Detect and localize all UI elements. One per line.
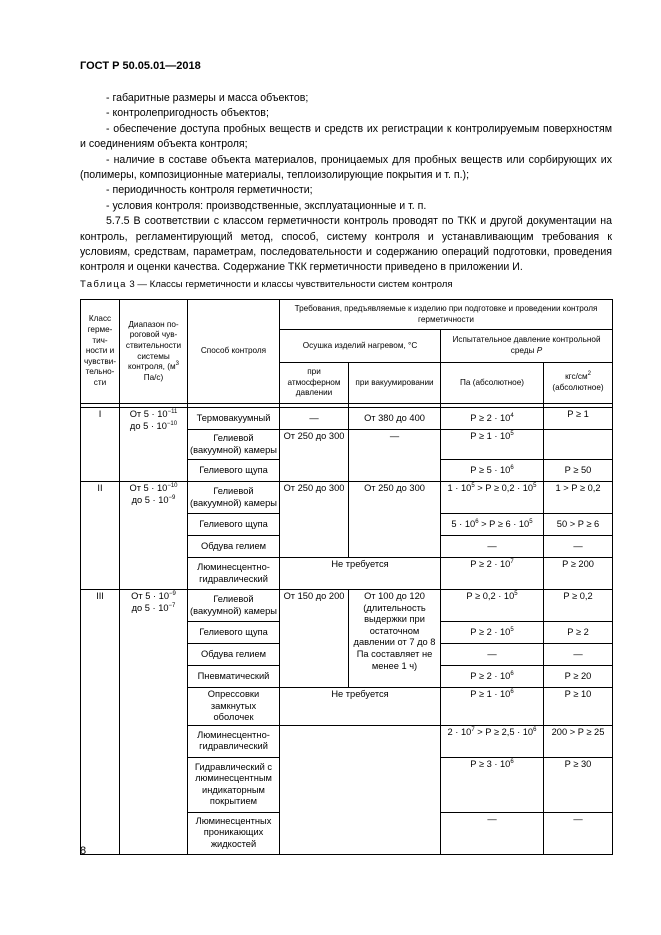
table-cell: От 100 до 120 (длительность выдержки при остаточном давлении от 7 до 8 Па составляет не менее 1 ч) bbox=[349, 590, 441, 688]
table-cell: Пневматический bbox=[188, 666, 280, 688]
list-item: - наличие в составе объекта материалов, проницаемых для пробных веществ или сорбирующих их (полимеры, композиционные материалы, теплоизолирующие покрытия и т. п.); bbox=[80, 153, 612, 182]
table-cell: 1 > P ≥ 0,2 bbox=[544, 482, 613, 514]
table-cell: — bbox=[441, 536, 544, 558]
header-class: Класс герме-тич-ности и чувстви-тельно-сти bbox=[81, 300, 120, 404]
class-range: От $5 \cdot 10^{-10}$ до $5 \cdot 10^{-9}$ bbox=[120, 482, 188, 590]
table-cell: $1 \cdot 10^5 > P \ge 0,2 \cdot 10^5$ bbox=[441, 482, 544, 514]
table-cell: — bbox=[544, 812, 613, 854]
table-cell: Не требуется bbox=[280, 688, 441, 726]
list-item: - периодичность контроля герметичности; bbox=[106, 184, 313, 197]
caption-number: 3 bbox=[129, 279, 135, 290]
table-cell: 200 > P ≥ 25 bbox=[544, 725, 613, 757]
table-cell: P ≥ 200 bbox=[544, 558, 613, 590]
table-cell: $P \ge 0,2 \cdot 10^5$ bbox=[441, 590, 544, 622]
header-drying: Осушка изделий нагревом, °С bbox=[280, 330, 441, 363]
table-cell: $P \ge 1 \cdot 10^6$ bbox=[441, 688, 544, 726]
table-cell: Обдува гелием bbox=[188, 536, 280, 558]
table-cell: P ≥ 2 bbox=[544, 622, 613, 644]
header-range: Диапазон по-роговой чув-ствительности системы контроля, ($м^3$ Па/с) bbox=[120, 300, 188, 404]
table-cell: — bbox=[544, 536, 613, 558]
table-cell: — bbox=[280, 408, 349, 430]
table-cell: $5 \cdot 10^6 > P \ge 6 \cdot 10^5$ bbox=[441, 514, 544, 536]
class-label: III bbox=[81, 590, 120, 855]
table-cell: $P \ge 2 \cdot 10^5$ bbox=[441, 622, 544, 644]
header-kgf: кгс/$см^2$ (абсолютное) bbox=[544, 363, 613, 404]
table-cell: Термовакуумный bbox=[188, 408, 280, 430]
caption-text: — Классы герметичности и классы чувствительности систем контроля bbox=[134, 279, 453, 290]
table-cell: Обдува гелием bbox=[188, 644, 280, 666]
table-cell: $P \ge 5 \cdot 10^6$ bbox=[441, 460, 544, 482]
class-label: II bbox=[81, 482, 120, 590]
table-cell: P ≥ 20 bbox=[544, 666, 613, 688]
table-cell: От 150 до 200 bbox=[280, 590, 349, 688]
class-range: От $5 \cdot 10^{-11}$ до $5 \cdot 10^{-10}$ bbox=[120, 408, 188, 482]
class-range: От $5 \cdot 10^{-9}$ до $5 \cdot 10^{-7}$ bbox=[120, 590, 188, 855]
header-method: Способ контроля bbox=[188, 300, 280, 404]
table-cell: — bbox=[441, 644, 544, 666]
header-vacuum: при вакуумировании bbox=[349, 363, 441, 404]
table-cell: От 250 до 300 bbox=[280, 482, 349, 558]
table-cell: Люминесцентных проникающих жидкостей bbox=[188, 812, 280, 854]
list-item: - условия контроля: производственные, эксплуатационные и т. п. bbox=[106, 199, 427, 212]
list-item: - обеспечение доступа пробных веществ и средств их регистрации к контролируемым поверхностям и соединениям объекта контроля; bbox=[80, 122, 612, 151]
table-cell: P ≥ 50 bbox=[544, 460, 613, 482]
table-cell: $P \ge 2 \cdot 10^7$ bbox=[441, 558, 544, 590]
header-test-pressure: Испытательное давление контрольной среды P bbox=[441, 330, 613, 363]
document-header: ГОСТ Р 50.05.01—2018 bbox=[80, 60, 201, 72]
header-atmospheric: при атмосферном давлении bbox=[280, 363, 349, 404]
caption-prefix: Таблица bbox=[80, 279, 127, 290]
paragraph-5-7-5: 5.7.5 В соответствии с классом герметичности контроль проводят по ТКК и другой документации на контроль, регламентирующий метод, способ, систему контроля и устанавливающим требования к условиям, средствам, параметрам, последовательности и содержанию операций подготовки, проведения контроля и оценки качества. Содержание ТКК герметичности приведено в приложении И. bbox=[80, 215, 612, 274]
list-item: - контролепригодность объектов; bbox=[106, 107, 269, 120]
table-cell: От 250 до 300 bbox=[349, 482, 441, 558]
class-label: I bbox=[81, 408, 120, 482]
table-cell: Гелиевой (вакуумной) камеры bbox=[188, 430, 280, 460]
table-cell: Не требуется bbox=[280, 558, 441, 590]
body-text bbox=[80, 91, 612, 276]
table-cell: Гидравлический с люминесцентным индикаторным покрытием bbox=[188, 757, 280, 812]
table-cell: От 380 до 400 bbox=[349, 408, 441, 430]
table-cell: $P \ge 2 \cdot 10^6$ bbox=[441, 666, 544, 688]
table-cell: Гелиевой (вакуумной) камеры bbox=[188, 590, 280, 622]
table-caption bbox=[80, 279, 453, 290]
table-cell: Гелиевого щупа bbox=[188, 460, 280, 482]
table-cell: P ≥ 10 bbox=[544, 688, 613, 726]
header-requirements: Требования, предъявляемые к изделию при подготовке и проведении контроля герметичности bbox=[280, 300, 613, 330]
table-cell: Люминесцентно-гидравлический bbox=[188, 725, 280, 757]
header-pa: Па (абсолютное) bbox=[441, 363, 544, 404]
table-cell: P ≥ 1 bbox=[544, 408, 613, 430]
table-cell: $P \ge 1 \cdot 10^5$ bbox=[441, 430, 544, 460]
table-cell: Опрессовки замкнутых оболочек bbox=[188, 688, 280, 726]
table-cell: От 250 до 300 bbox=[280, 430, 349, 482]
table-cell: Люминесцентно-гидравлический bbox=[188, 558, 280, 590]
page-number: 8 bbox=[80, 845, 87, 857]
table-cell: P ≥ 0,2 bbox=[544, 590, 613, 622]
table-cell: Гелиевого щупа bbox=[188, 514, 280, 536]
table-cell: P ≥ 30 bbox=[544, 757, 613, 812]
list-item: - габаритные размеры и масса объектов; bbox=[106, 92, 309, 104]
table-cell: Гелиевого щупа bbox=[188, 622, 280, 644]
table-cell: $P \ge 3 \cdot 10^6$ bbox=[441, 757, 544, 812]
table-cell: 50 > P ≥ 6 bbox=[544, 514, 613, 536]
table-cell: Гелиевой (вакуумной) камеры bbox=[188, 482, 280, 514]
table-cell: $2 \cdot 10^7 > P \ge 2,5 \cdot 10^6$ bbox=[441, 725, 544, 757]
table-cell: — bbox=[544, 644, 613, 666]
table-cell: $P \ge 2 \cdot 10^4$ bbox=[441, 408, 544, 430]
table-cell: — bbox=[349, 430, 441, 482]
table-cell: — bbox=[441, 812, 544, 854]
classes-table bbox=[80, 299, 613, 855]
